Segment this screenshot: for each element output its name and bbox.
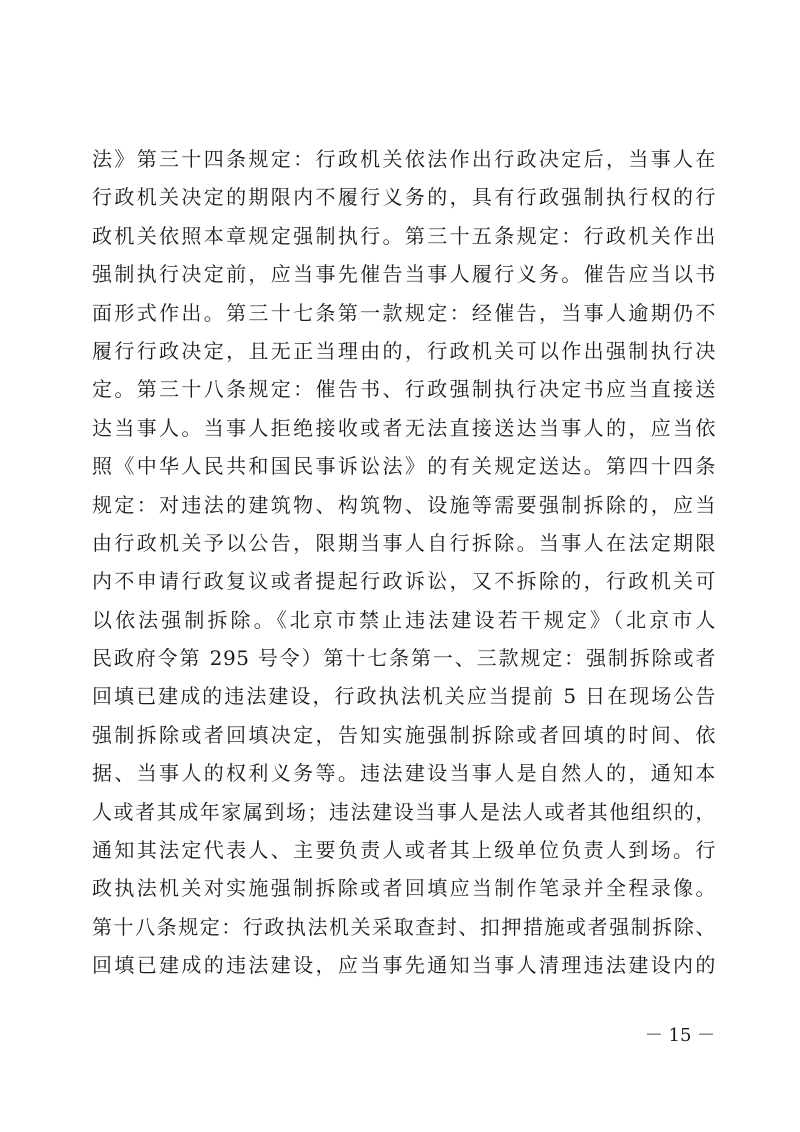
text-line: 强制拆除或者回填决定，告知实施强制拆除或者回填的时间、依 (92, 722, 716, 747)
text-line: 达当事人。当事人拒绝接收或者无法直接送达当事人的，应当依 (92, 415, 716, 440)
page-number: － 15 － (644, 1025, 716, 1046)
text-line: 据、当事人的权利义务等。违法建设当事人是自然人的，通知本 (92, 761, 716, 786)
text-line: 第十八条规定：行政执法机关采取查封、扣押措施或者强制拆除、 (92, 914, 716, 939)
text-line: 通知其法定代表人、主要负责人或者其上级单位负责人到场。行 (92, 838, 716, 863)
text-line: 照《中华人民共和国民事诉讼法》的有关规定送达。第四十四条 (92, 454, 716, 479)
text-line: 政机关依照本章规定强制执行。第三十五条规定：行政机关作出 (92, 223, 716, 248)
text-line: 履行行政决定，且无正当理由的，行政机关可以作出强制执行决 (92, 338, 716, 363)
text-line: 以依法强制拆除。《北京市禁止违法建设若干规定》（北京市人 (92, 607, 716, 632)
text-line: 强制执行决定前，应当事先催告当事人履行义务。催告应当以书 (92, 262, 716, 287)
text-line: 法》第三十四条规定：行政机关依法作出行政决定后，当事人在 (92, 147, 716, 171)
text-line: 定。第三十八条规定：催告书、行政强制执行决定书应当直接送 (92, 377, 716, 402)
text-line: 民政府令第 295 号令）第十七条第一、三款规定：强制拆除或者 (92, 646, 716, 671)
text-line: 规定：对违法的建筑物、构筑物、设施等需要强制拆除的，应当 (92, 492, 716, 517)
text-line: 人或者其成年家属到场；违法建设当事人是法人或者其他组织的， (92, 799, 716, 824)
text-line: 回填已建成的违法建设，应当事先通知当事人清理违法建设内的 (92, 953, 716, 978)
text-line: 内不申请行政复议或者提起行政诉讼，又不拆除的，行政机关可 (92, 569, 716, 594)
text-line: 行政机关决定的期限内不履行义务的，具有行政强制执行权的行 (92, 185, 716, 210)
text-line: 回填已建成的违法建设，行政执法机关应当提前 5 日在现场公告 (92, 684, 716, 709)
body-text (92, 140, 716, 985)
text-line: 由行政机关予以公告，限期当事人自行拆除。当事人在法定期限 (92, 530, 716, 555)
text-line: 政执法机关对实施强制拆除或者回填应当制作笔录并全程录像。 (92, 876, 716, 901)
text-line: 面形式作出。第三十七条第一款规定：经催告，当事人逾期仍不 (92, 300, 716, 325)
